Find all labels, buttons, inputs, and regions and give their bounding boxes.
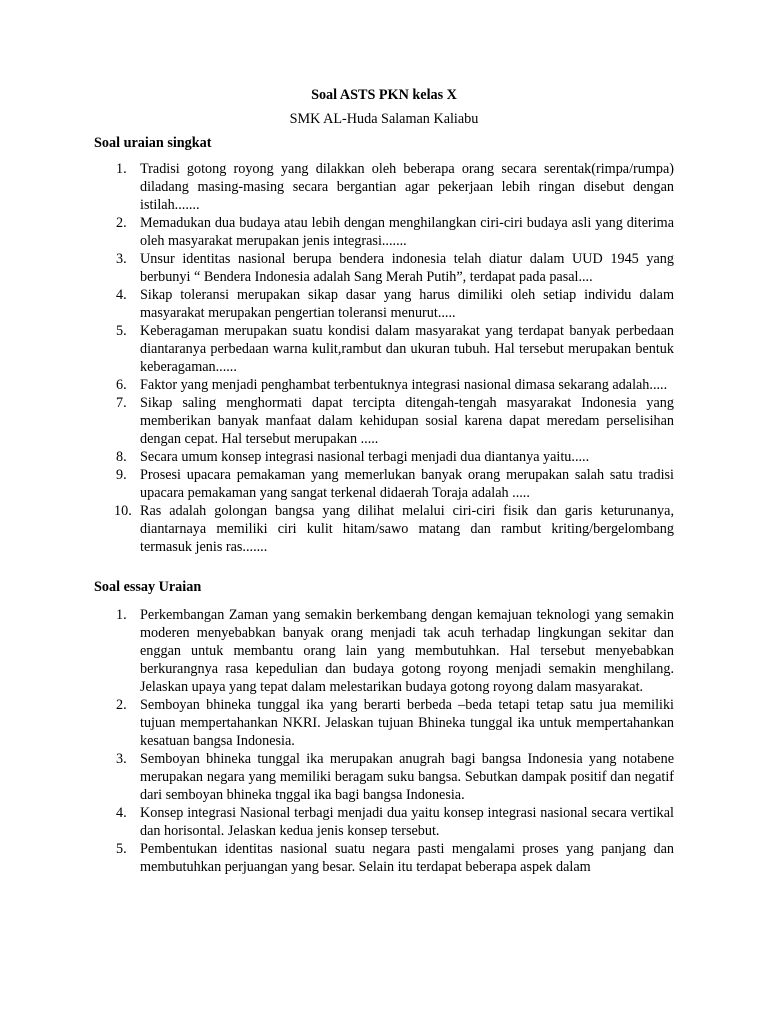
document-content <box>94 86 674 876</box>
item-text: Faktor yang menjadi penghambat terbentuknya integrasi nasional dimasa sekarang adalah..... <box>140 377 668 393</box>
item-text: Sikap saling menghormati dapat tercipta ditengah-tengah masyarakat Indonesia yang memberikan banyak manfaat dalam kehidupan sosial karena dapat meredam perselisihan dengan cepat. Hal tersebut merupakan ..... <box>140 395 674 447</box>
item-text: Ras adalah golongan bangsa yang dilihat melalui ciri-ciri fisik dan garis keturunanya, diantarnaya memiliki ciri kulit hitam/sawo matang dan rambut kriting/bergelombang termasuk jenis ras....... <box>140 503 674 555</box>
item-number: 4. <box>116 805 127 821</box>
list-item <box>94 606 674 696</box>
item-number: 10. <box>114 503 132 519</box>
list-item <box>94 214 674 250</box>
list-item <box>94 696 674 750</box>
item-text: Perkembangan Zaman yang semakin berkembang dengan kemajuan teknologi yang semakin moderen menyebabkan banyak orang menjadi tak acuh terhadap lingkungan sekitar dan enggan untuk membantu orang lain yang membutuhkan. Hal tersebut menyebabkan berkurangnya rasa kepedulian dan budaya gotong royong menjadi semakin menghilang. Jelaskan upaya yang tepat dalam melestarikan budaya gotong royong dalam masyarakat. <box>140 607 674 695</box>
list-item <box>94 804 674 840</box>
item-text: Tradisi gotong royong yang dilakkan oleh beberapa orang secara serentak(rimpa/rumpa) diladang masing-masing secara bergantian agar pekerjaan lebih ringan disebut dengan istilah....... <box>140 161 674 213</box>
document-subtitle: SMK AL-Huda Salaman Kaliabu <box>289 111 479 127</box>
item-text: Unsur identitas nasional berupa bendera indonesia telah diatur dalam UUD 1945 yang berbunyi “ Bendera Indonesia adalah Sang Merah Putih”, terdapat pada pasal.... <box>140 251 674 285</box>
item-number: 2. <box>116 697 127 713</box>
document-title: Soal ASTS PKN kelas X <box>311 87 457 103</box>
item-text: Keberagaman merupakan suatu kondisi dalam masyarakat yang terdapat banyak perbedaan diantaranya perbedaan warna kulit,rambut dan ukuran tubuh. Hal tersebut merupakan bentuk keberagaman...... <box>140 323 674 375</box>
item-number: 2. <box>116 215 127 231</box>
essay-list <box>94 606 674 876</box>
item-number: 6. <box>116 377 127 393</box>
item-number: 8. <box>116 449 127 465</box>
item-text: Secara umum konsep integrasi nasional terbagi menjadi dua diantanya yaitu..... <box>140 449 590 465</box>
list-item <box>94 286 674 322</box>
item-number: 5. <box>116 841 127 857</box>
list-item <box>94 250 674 286</box>
list-item <box>94 466 674 502</box>
item-number: 3. <box>116 251 127 267</box>
item-text: Sikap toleransi merupakan sikap dasar yang harus dimiliki oleh setiap individu dalam masyarakat merupakan pengertian toleransi menurut..... <box>140 287 674 321</box>
list-item <box>94 502 674 556</box>
list-item <box>94 376 674 394</box>
list-item <box>94 322 674 376</box>
item-number: 1. <box>116 161 127 177</box>
item-text: Semboyan bhineka tunggal ika yang berarti berbeda –beda tetapi tetap satu jua memiliki tujuan mempertahankan NKRI. Jelaskan tujuan Bhineka tunggal ika untuk mempertahankan kesatuan bangsa Indonesia. <box>140 697 674 749</box>
item-number: 1. <box>116 607 127 623</box>
item-text: Semboyan bhineka tunggal ika merupakan anugrah bagi bangsa Indonesia yang notabene merupakan negara yang memiliki beragam suku bangsa. Sebutkan dampak positif dan negatif dari semboyan bhineka tnggal ika bagi bangsa Indonesia. <box>140 751 674 803</box>
short-answer-list <box>94 160 674 556</box>
section-heading-essay: Soal essay Uraian <box>94 579 202 595</box>
item-text: Konsep integrasi Nasional terbagi menjadi dua yaitu konsep integrasi nasional secara vertikal dan horisontal. Jelaskan kedua jenis konsep tersebut. <box>140 805 674 839</box>
list-item <box>94 750 674 804</box>
item-number: 7. <box>116 395 127 411</box>
item-number: 3. <box>116 751 127 767</box>
list-item <box>94 160 674 214</box>
item-text: Memadukan dua budaya atau lebih dengan menghilangkan ciri-ciri budaya asli yang diterima oleh masyarakat merupakan jenis integrasi....... <box>140 215 674 249</box>
item-number: 5. <box>116 323 127 339</box>
list-item <box>94 394 674 448</box>
list-item <box>94 448 674 466</box>
item-text: Prosesi upacara pemakaman yang memerlukan banyak orang merupakan salah satu tradisi upacara pemakaman yang sangat terkenal didaerah Toraja adalah ..... <box>140 467 674 501</box>
item-number: 4. <box>116 287 127 303</box>
item-text: Pembentukan identitas nasional suatu negara pasti mengalami proses yang panjang dan membutuhkan perjuangan yang besar. Selain itu terdapat beberapa aspek dalam <box>140 841 674 875</box>
list-item <box>94 840 674 876</box>
item-number: 9. <box>116 467 127 483</box>
section-heading-short-answer: Soal uraian singkat <box>94 135 212 151</box>
